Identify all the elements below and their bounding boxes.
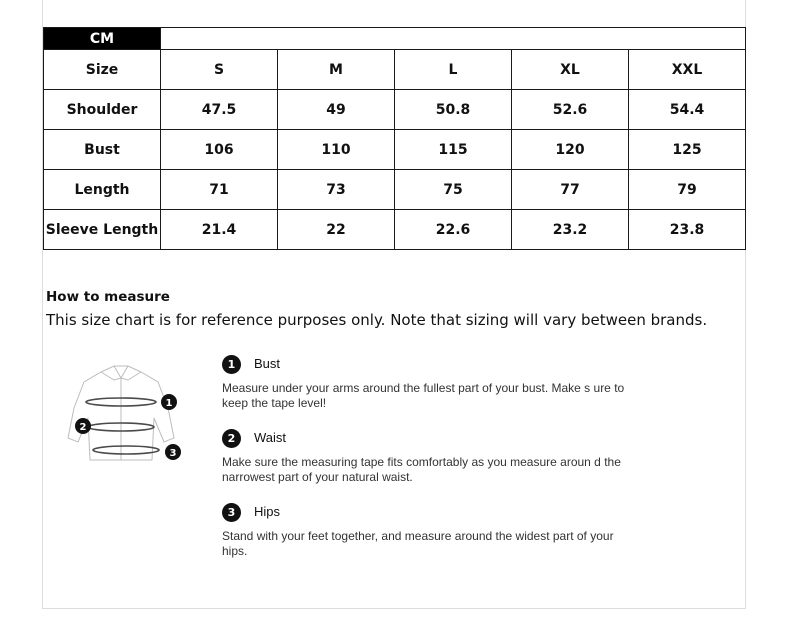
table-row	[44, 210, 746, 250]
table-cell: 71	[161, 170, 278, 210]
row-label: Shoulder	[44, 90, 161, 130]
table-cell: 120	[512, 130, 629, 170]
table-cell: 110	[278, 130, 395, 170]
step-title: Bust	[254, 356, 281, 371]
step-number-badge: 1	[222, 355, 241, 374]
table-cell: 77	[512, 170, 629, 210]
size-header-row	[44, 50, 746, 90]
svg-text:2: 2	[79, 422, 87, 433]
size-header-cell: M	[278, 50, 395, 90]
size-header-cell: Size	[44, 50, 161, 90]
table-cell: 106	[161, 130, 278, 170]
how-to-measure-title: How to measure	[46, 289, 170, 305]
step-number-badge: 2	[222, 429, 241, 448]
step-number-badge: 3	[222, 503, 241, 522]
table-cell: 49	[278, 90, 395, 130]
svg-text:1: 1	[165, 398, 173, 409]
step-title: Waist	[254, 430, 287, 445]
table-cell: 52.6	[512, 90, 629, 130]
table-row	[44, 170, 746, 210]
shirt-measurement-diagram	[56, 360, 196, 470]
step-description: Make sure the measuring tape fits comfortably as you measure aroun d the narrowest part of your natural waist.	[222, 455, 621, 484]
size-chart-table	[43, 27, 746, 250]
table-cell: 79	[629, 170, 746, 210]
diagram-marker-3	[165, 444, 181, 460]
table-cell: 50.8	[395, 90, 512, 130]
step-description: Stand with your feet together, and measure around the widest part of your hips.	[222, 529, 614, 558]
size-header-cell: XL	[512, 50, 629, 90]
size-header-cell: XXL	[629, 50, 746, 90]
table-cell: 47.5	[161, 90, 278, 130]
table-cell: 115	[395, 130, 512, 170]
table-cell: 54.4	[629, 90, 746, 130]
table-row	[44, 130, 746, 170]
table-cell: 23.8	[629, 210, 746, 250]
table-cell: 125	[629, 130, 746, 170]
size-header-cell: L	[395, 50, 512, 90]
table-cell: 23.2	[512, 210, 629, 250]
table-cell: 22	[278, 210, 395, 250]
table-cell: 22.6	[395, 210, 512, 250]
row-label: Length	[44, 170, 161, 210]
step-description: Measure under your arms around the fullest part of your bust. Make s ure to keep the tape level!	[222, 381, 625, 410]
step-title: Hips	[254, 504, 281, 519]
row-label: Bust	[44, 130, 161, 170]
svg-text:3: 3	[169, 448, 177, 459]
table-cell: 75	[395, 170, 512, 210]
unit-row	[44, 28, 746, 50]
reference-note: This size chart is for reference purposes only. Note that sizing will vary between brands.	[46, 311, 708, 329]
unit-label: CM	[44, 28, 161, 50]
row-label: Sleeve Length	[44, 210, 161, 250]
size-header-cell: S	[161, 50, 278, 90]
table-cell: 21.4	[161, 210, 278, 250]
diagram-marker-2	[75, 418, 91, 434]
unit-row-blank	[161, 28, 746, 50]
diagram-marker-1	[161, 394, 177, 410]
table-row	[44, 90, 746, 130]
table-cell: 73	[278, 170, 395, 210]
